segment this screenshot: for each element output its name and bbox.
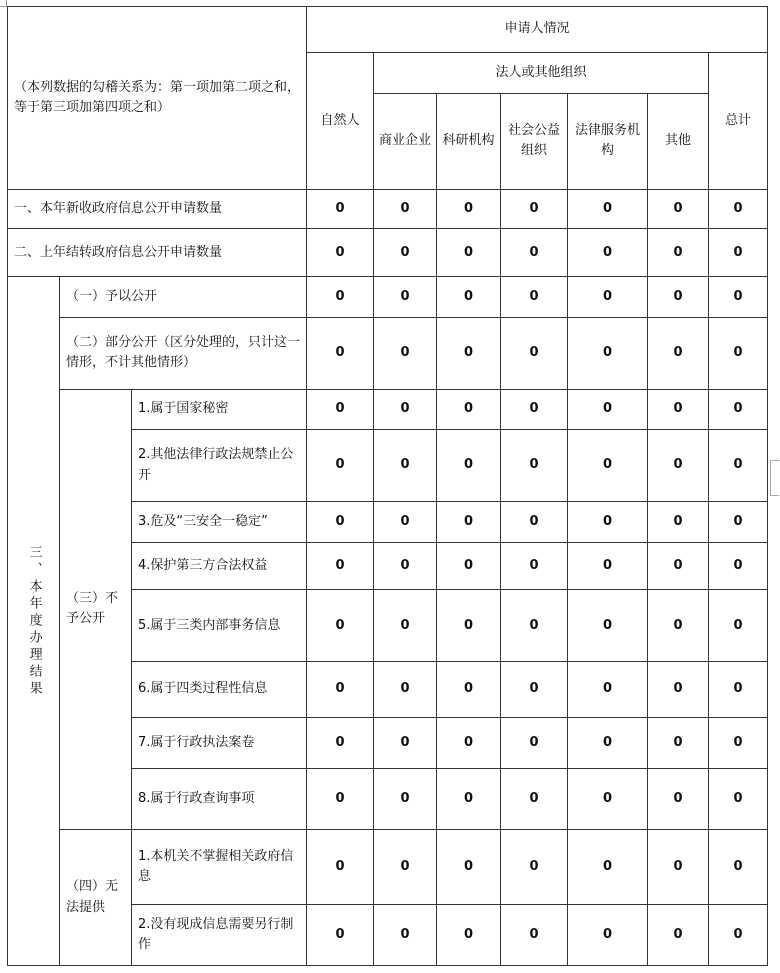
row-label: （一）予以公开 bbox=[60, 277, 307, 318]
column-note: （本列数据的勾稽关系为：第一项加第二项之和，等于第三项加第四项之和） bbox=[14, 79, 301, 115]
legal-person-header: 法人或其他组织 bbox=[374, 52, 709, 93]
row-label: 1.属于国家秘密 bbox=[132, 389, 307, 430]
cell-other: 0 bbox=[648, 389, 709, 430]
cell-research: 0 bbox=[437, 661, 501, 717]
cell-natural-person: 0 bbox=[307, 590, 374, 661]
cell-other: 0 bbox=[648, 768, 709, 829]
cell-business: 0 bbox=[374, 661, 437, 717]
subheader-public-welfare: 社会公益组织 bbox=[501, 93, 568, 189]
row-label: 2.没有现成信息需要另行制作 bbox=[132, 904, 307, 965]
cell-legal-service: 0 bbox=[568, 904, 648, 965]
cell-public-welfare: 0 bbox=[501, 318, 568, 389]
cell-total: 0 bbox=[709, 501, 768, 542]
cell-business: 0 bbox=[374, 318, 437, 389]
cell-total: 0 bbox=[709, 430, 768, 501]
cell-other: 0 bbox=[648, 661, 709, 717]
cell-public-welfare: 0 bbox=[501, 430, 568, 501]
row-label: 二、上年结转政府信息公开申请数量 bbox=[8, 229, 307, 277]
cell-other: 0 bbox=[648, 501, 709, 542]
cell-other: 0 bbox=[648, 830, 709, 904]
cell-natural-person: 0 bbox=[307, 229, 374, 277]
cell-other: 0 bbox=[648, 318, 709, 389]
cell-natural-person: 0 bbox=[307, 189, 374, 229]
cell-business: 0 bbox=[374, 229, 437, 277]
cell-legal-service: 0 bbox=[568, 189, 648, 229]
column-note-cell bbox=[8, 7, 307, 190]
row-label: 3.危及“三安全一稳定” bbox=[132, 501, 307, 542]
row-carried-over bbox=[8, 229, 768, 277]
not-public-group-label: （三）不予公开 bbox=[60, 389, 132, 830]
row-label: 5.属于三类内部事务信息 bbox=[132, 590, 307, 661]
cell-business: 0 bbox=[374, 501, 437, 542]
row-label: 1.本机关不掌握相关政府信息 bbox=[132, 830, 307, 904]
header-row-1 bbox=[8, 7, 768, 53]
cell-legal-service: 0 bbox=[568, 430, 648, 501]
row-partial bbox=[8, 318, 768, 389]
cell-research: 0 bbox=[437, 189, 501, 229]
cell-natural-person: 0 bbox=[307, 542, 374, 590]
cell-legal-service: 0 bbox=[568, 661, 648, 717]
cell-total: 0 bbox=[709, 277, 768, 318]
cell-research: 0 bbox=[437, 318, 501, 389]
cell-other: 0 bbox=[648, 717, 709, 768]
cell-research: 0 bbox=[437, 229, 501, 277]
cell-total: 0 bbox=[709, 904, 768, 965]
cell-legal-service: 0 bbox=[568, 277, 648, 318]
applicant-info-header: 申请人情况 bbox=[307, 7, 768, 53]
row-label: 2.其他法律行政法规禁止公开 bbox=[132, 430, 307, 501]
cell-legal-service: 0 bbox=[568, 590, 648, 661]
cell-business: 0 bbox=[374, 830, 437, 904]
cell-other: 0 bbox=[648, 430, 709, 501]
cell-business: 0 bbox=[374, 389, 437, 430]
cell-public-welfare: 0 bbox=[501, 389, 568, 430]
cannot-provide-group-label: （四）无法提供 bbox=[60, 830, 132, 966]
cell-research: 0 bbox=[437, 830, 501, 904]
cell-public-welfare: 0 bbox=[501, 189, 568, 229]
subheader-research: 科研机构 bbox=[437, 93, 501, 189]
cell-business: 0 bbox=[374, 904, 437, 965]
cell-public-welfare: 0 bbox=[501, 768, 568, 829]
cell-business: 0 bbox=[374, 717, 437, 768]
row-label: 4.保护第三方合法权益 bbox=[132, 542, 307, 590]
cell-other: 0 bbox=[648, 590, 709, 661]
cell-research: 0 bbox=[437, 590, 501, 661]
cell-research: 0 bbox=[437, 277, 501, 318]
cell-natural-person: 0 bbox=[307, 501, 374, 542]
row-new-requests bbox=[8, 189, 768, 229]
cell-natural-person: 0 bbox=[307, 904, 374, 965]
cell-total: 0 bbox=[709, 590, 768, 661]
cell-legal-service: 0 bbox=[568, 542, 648, 590]
cell-natural-person: 0 bbox=[307, 830, 374, 904]
total-header: 总计 bbox=[709, 52, 768, 189]
cell-legal-service: 0 bbox=[568, 318, 648, 389]
cell-business: 0 bbox=[374, 768, 437, 829]
cell-other: 0 bbox=[648, 277, 709, 318]
cell-public-welfare: 0 bbox=[501, 590, 568, 661]
cell-public-welfare: 0 bbox=[501, 904, 568, 965]
subheader-other: 其他 bbox=[648, 93, 709, 189]
cell-other: 0 bbox=[648, 229, 709, 277]
cell-public-welfare: 0 bbox=[501, 277, 568, 318]
cell-business: 0 bbox=[374, 542, 437, 590]
cell-natural-person: 0 bbox=[307, 389, 374, 430]
cell-research: 0 bbox=[437, 542, 501, 590]
row-public bbox=[8, 277, 768, 318]
cell-public-welfare: 0 bbox=[501, 229, 568, 277]
cell-business: 0 bbox=[374, 590, 437, 661]
row-label: （二）部分公开（区分处理的，只计这一情形，不计其他情形） bbox=[60, 318, 307, 389]
cell-natural-person: 0 bbox=[307, 661, 374, 717]
cell-legal-service: 0 bbox=[568, 389, 648, 430]
cell-legal-service: 0 bbox=[568, 229, 648, 277]
cell-public-welfare: 0 bbox=[501, 501, 568, 542]
cell-total: 0 bbox=[709, 189, 768, 229]
cell-natural-person: 0 bbox=[307, 717, 374, 768]
cell-legal-service: 0 bbox=[568, 768, 648, 829]
disclosure-report-table bbox=[7, 6, 768, 966]
cell-total: 0 bbox=[709, 661, 768, 717]
page-side-mark bbox=[770, 460, 779, 496]
natural-person-header: 自然人 bbox=[307, 52, 374, 189]
cell-research: 0 bbox=[437, 389, 501, 430]
cell-public-welfare: 0 bbox=[501, 542, 568, 590]
row-label: 6.属于四类过程性信息 bbox=[132, 661, 307, 717]
cell-business: 0 bbox=[374, 277, 437, 318]
cell-legal-service: 0 bbox=[568, 717, 648, 768]
cell-research: 0 bbox=[437, 717, 501, 768]
page-corner-mark bbox=[0, 0, 7, 7]
section3-label: 三、本年度办理结果 bbox=[8, 277, 60, 966]
cell-public-welfare: 0 bbox=[501, 717, 568, 768]
cell-total: 0 bbox=[709, 768, 768, 829]
row-label: 一、本年新收政府信息公开申请数量 bbox=[8, 189, 307, 229]
subheader-legal-service: 法律服务机构 bbox=[568, 93, 648, 189]
cell-research: 0 bbox=[437, 768, 501, 829]
cell-natural-person: 0 bbox=[307, 768, 374, 829]
cell-natural-person: 0 bbox=[307, 318, 374, 389]
cell-research: 0 bbox=[437, 501, 501, 542]
cell-business: 0 bbox=[374, 189, 437, 229]
cell-research: 0 bbox=[437, 904, 501, 965]
cell-total: 0 bbox=[709, 542, 768, 590]
cell-total: 0 bbox=[709, 318, 768, 389]
row-label: 8.属于行政查询事项 bbox=[132, 768, 307, 829]
cell-other: 0 bbox=[648, 542, 709, 590]
row-cannot-provide-1 bbox=[8, 830, 768, 904]
cell-total: 0 bbox=[709, 389, 768, 430]
cell-natural-person: 0 bbox=[307, 430, 374, 501]
cell-business: 0 bbox=[374, 430, 437, 501]
row-label: 7.属于行政执法案卷 bbox=[132, 717, 307, 768]
cell-total: 0 bbox=[709, 229, 768, 277]
cell-natural-person: 0 bbox=[307, 277, 374, 318]
subheader-business: 商业企业 bbox=[374, 93, 437, 189]
cell-legal-service: 0 bbox=[568, 501, 648, 542]
cell-total: 0 bbox=[709, 717, 768, 768]
cell-other: 0 bbox=[648, 904, 709, 965]
row-not-public-1 bbox=[8, 389, 768, 430]
cell-legal-service: 0 bbox=[568, 830, 648, 904]
cell-public-welfare: 0 bbox=[501, 661, 568, 717]
cell-total: 0 bbox=[709, 830, 768, 904]
cell-public-welfare: 0 bbox=[501, 830, 568, 904]
cell-other: 0 bbox=[648, 189, 709, 229]
cell-research: 0 bbox=[437, 430, 501, 501]
